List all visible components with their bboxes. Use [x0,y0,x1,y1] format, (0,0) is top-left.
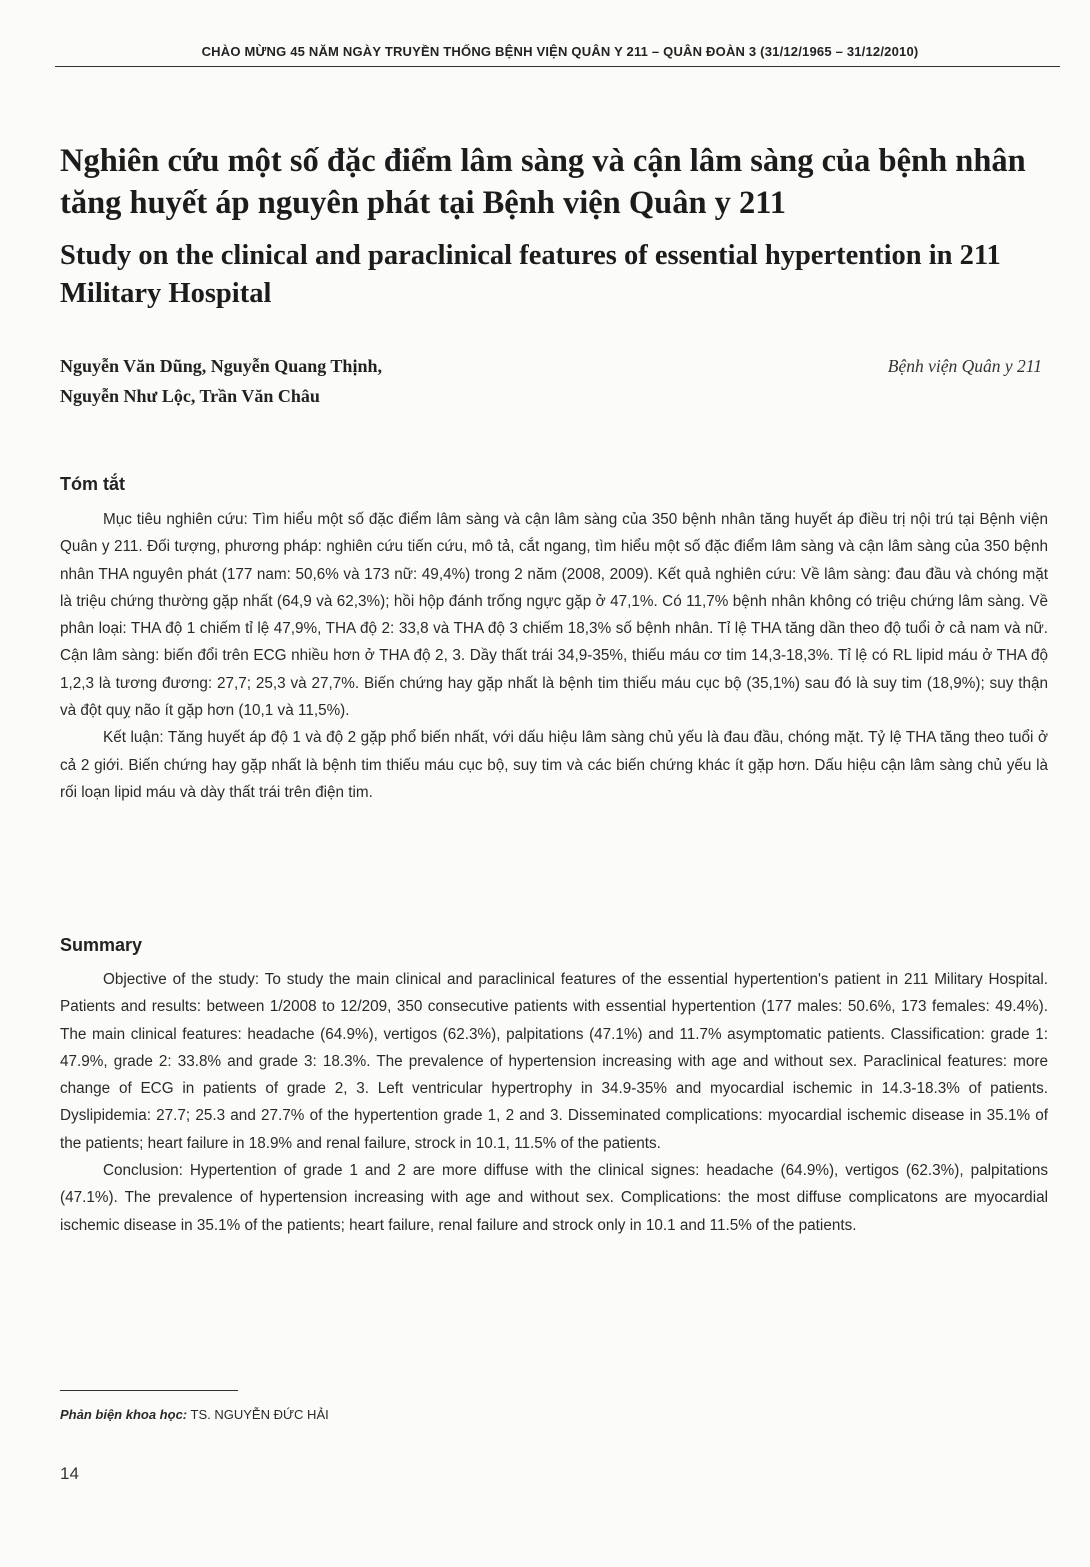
header-rule [55,66,1060,67]
title-vietnamese: Nghiên cứu một số đặc điểm lâm sàng và cận lâm sàng của bệnh nhân tăng huyết áp nguyên phát tại Bệnh viện Quân y 211 [60,143,1026,221]
summary-body [60,966,1048,1239]
author-line-1: Nguyễn Văn Dũng, Nguyễn Quang Thịnh, [60,356,382,376]
footnote-rule [60,1390,238,1391]
summary-paragraph-2: Conclusion: Hypertention of grade 1 and 2 are more diffuse with the clinical signes: headache (64.9%), vertigos (62.3%), palpitations (47.1%). The prevalence of hypertension increasing with age and without sex. Complications: the most diffuse complicatons are myocardial ischemic disease in 35.1% of the patients; heart failure, renal failure and strock only in 10.1 and 11.5% of the patients. [60,1162,1048,1234]
page-number: 14 [60,1464,79,1483]
footnote-reviewer: TS. NGUYỄN ĐỨC HẢI [187,1407,329,1422]
footnote-label: Phản biện khoa học: [60,1407,188,1422]
abstract-vi-body [60,506,1048,806]
abstract-vi-heading: Tóm tắt [60,474,125,494]
abstract-vi-paragraph-2: Kết luận: Tăng huyết áp độ 1 và độ 2 gặp phổ biến nhất, với dấu hiệu lâm sàng chủ yếu là đau đầu, chóng mặt. Tỷ lệ THA tăng theo tuổi ở cả 2 giới. Biến chứng hay gặp nhất là bệnh tim thiếu máu cục bộ, suy tim và các biến chứng khác ít gặp hơn. Dấu hiệu cận lâm sàng chủ yếu là rối loạn lipid máu và dày thất trái trên điện tim. [60,729,1048,801]
running-header: CHÀO MỪNG 45 NĂM NGÀY TRUYỀN THỐNG BỆNH VIỆN QUÂN Y 211 – QUÂN ĐOÀN 3 (31/12/1965 – 31/12/2010) [201,44,919,59]
summary-heading: Summary [60,935,143,955]
footnote [60,1407,329,1422]
affiliation: Bệnh viện Quân y 211 [887,356,1042,376]
title-english: Study on the clinical and paraclinical features of essential hypertention in 211 Military Hospital [60,240,1001,309]
author-line-2: Nguyễn Như Lộc, Trần Văn Châu [60,386,320,406]
author-list [60,351,382,411]
summary-paragraph-1: Objective of the study: To study the main clinical and paraclinical features of the essential hypertention's patient in 211 Military Hospital. Patients and results: between 1/2008 to 12/209, 350 consecutive patients with essential hypertention (177 males: 50.6%, 173 females: 49.4%). The main clinical features: headache (64.9%), vertigos (62.3%), palpitations (47.1%) and 11.7% asymptomatic patients. Classification: grade 1: 47.9%, grade 2: 33.8% and grade 3: 18.3%. The prevalence of hypertension increasing with age and without sex. Paraclinical features: more change of ECG in patients of grade 2, 3. Left ventricular hypertrophy in 34.9-35% and myocardial ischemic in 14.3-18.3% of patients. Dyslipidemia: 27.7; 25.3 and 27.7% of the hypertention grade 1, 2 and 3. Disseminated complications: myocardial ischemic disease in 35.1% of the patients; heart failure in 18.9% and renal failure, strock in 10.1, 11.5% of the patients. [60,971,1048,1152]
abstract-vi-paragraph-1: Mục tiêu nghiên cứu: Tìm hiểu một số đặc điểm lâm sàng và cận lâm sàng của 350 bệnh nhân tăng huyết áp điều trị nội trú tại Bệnh viện Quân y 211. Đối tượng, phương pháp: nghiên cứu tiến cứu, mô tả, cắt ngang, tìm hiểu một số đặc điểm lâm sàng và cận lâm sàng của 350 bệnh nhân THA nguyên phát (177 nam: 50,6% và 173 nữ: 49,4%) trong 2 năm (2008, 2009). Kết quả nghiên cứu: Về lâm sàng: đau đầu và chóng mặt là triệu chứng thường gặp nhất (64,9 và 62,3%); hồi hộp đánh trống ngực gặp ở 47,1%. Có 11,7% bệnh nhân không có triệu chứng lâm sàng. Về phân loại: THA độ 1 chiếm tỉ lệ 47,9%, THA độ 2: 33,8 và THA độ 3 chiếm 18,3% số bệnh nhân. Tỉ lệ THA tăng dần theo độ tuổi ở cả nam và nữ. Cận lâm sàng: biến đổi trên ECG nhiều hơn ở THA độ 2, 3. Dầy thất trái 34,9-35%, thiếu máu cơ tim 14,3-18,3%. Tỉ lệ có RL lipid máu ở THA độ 1,2,3 là tương đương: 27,7; 25,3 và 27,7%. Biến chứng hay gặp nhất là bệnh tim thiếu máu cục bộ (35,1%) sau đó là suy tim (18,9%); suy thận và đột quỵ não ít gặp hơn (10,1 và 11,5%). [60,511,1048,720]
